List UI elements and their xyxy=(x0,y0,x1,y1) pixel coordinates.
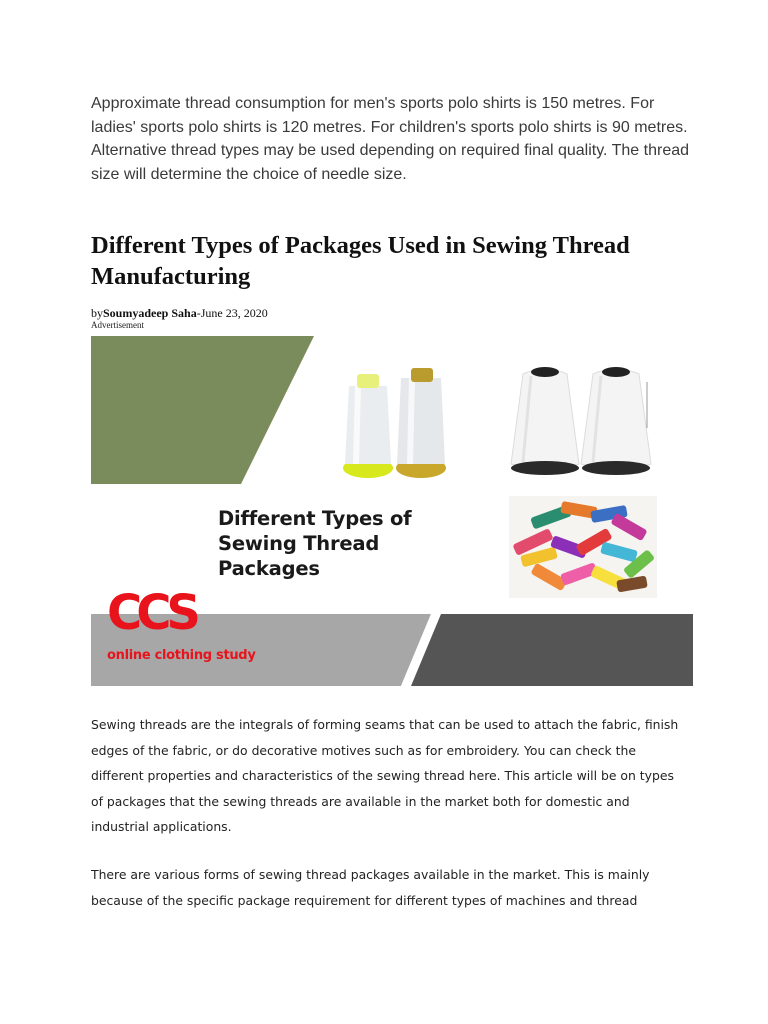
body-paragraph-1: Sewing threads are the integrals of forming seams that can be used to attach the fabric, finish edges of the fabric, or do decorative motives such as for embroidery. You can check the different properties and characteristics of the sewing thread here. This article will be on types of packages that the sewing threads are available in the market both for domestic and industrial applications. xyxy=(91,717,679,834)
banner-title-line-3: Packages xyxy=(218,557,320,580)
olive-shape xyxy=(91,336,314,484)
intro-paragraph: Approximate thread consumption for men's sports polo shirts is 150 metres. For ladies' sports polo shirts is 120 metres. For children's sports polo shirts is 90 metres. Alternative thread types may be used depending on required final quality. The thread size will determine the choice of needle size. xyxy=(91,95,690,183)
article-banner-image xyxy=(91,336,693,686)
ccs-logo: CCS xyxy=(107,585,195,641)
byline-prefix: by xyxy=(91,306,103,320)
advertisement-label: Advertisement xyxy=(91,320,144,330)
banner-title-line-2: Sewing Thread xyxy=(218,532,380,555)
publish-date: -June 23, 2020 xyxy=(196,306,268,320)
banner-title-line-1: Different Types of xyxy=(218,507,412,530)
logo-subtitle: online clothing study xyxy=(107,648,256,663)
dark-gray-band xyxy=(411,614,693,686)
body-paragraph-2: There are various forms of sewing thread packages available in the market. This is mainly because of the specific package requirement for different types of machines and thread xyxy=(91,867,650,908)
thread-cone-yellow-icon xyxy=(343,368,446,478)
banner-title xyxy=(218,506,411,581)
thread-cone-white-icon xyxy=(511,367,651,475)
author-link[interactable]: Soumyadeep Saha xyxy=(103,306,197,320)
byline xyxy=(91,306,268,320)
article-title: Different Types of Packages Used in Sewing Thread Manufacturing xyxy=(91,232,630,290)
thread-spools-colorful-icon xyxy=(509,496,657,598)
